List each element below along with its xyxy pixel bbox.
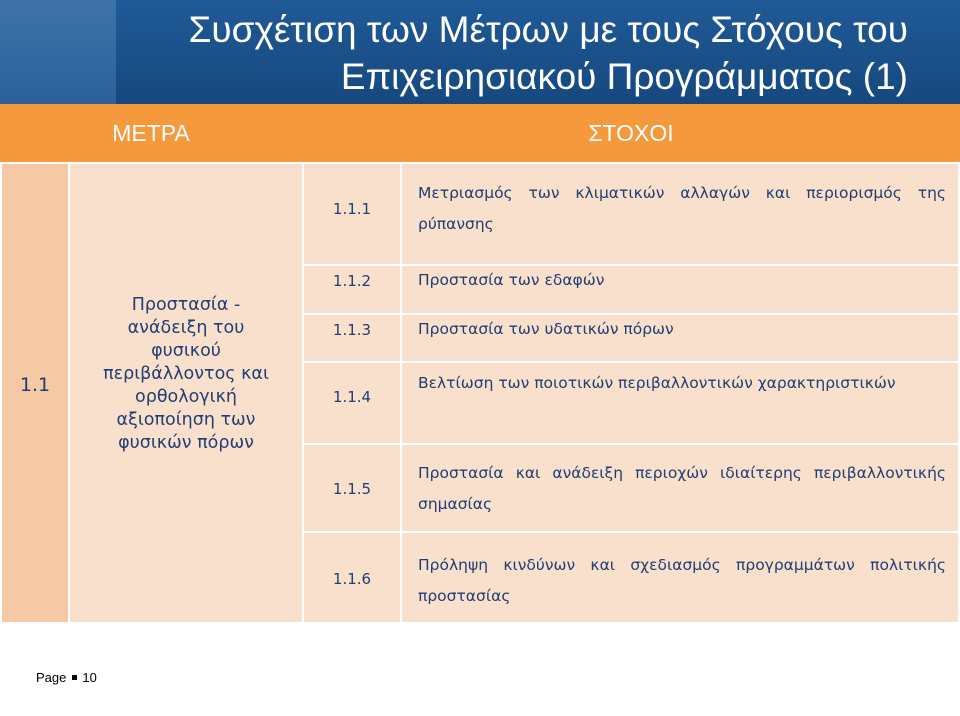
header-goals: ΣΤΟΧΟΙ [588, 120, 674, 146]
goal-code: 1.1.4 [332, 388, 372, 406]
measure-label-line: φυσικών πόρων [118, 433, 254, 453]
measure-label-line: αξιοποίηση των [116, 410, 256, 430]
table-header-row [0, 104, 960, 162]
goal-text: Βελτίωση των ποιοτικών περιβαλλοντικών χαρακτηριστικών [418, 374, 896, 392]
page-number [36, 670, 97, 685]
goal-text: Προστασία των υδατικών πόρων [418, 320, 674, 338]
measure-number: 1.1 [19, 374, 51, 396]
measure-label-line: ανάδειξη του [127, 318, 245, 338]
title-line-1: Συσχέτιση των Μέτρων με τους Στόχους του [188, 9, 908, 50]
goal-code: 1.1.3 [332, 321, 372, 339]
measure-label [70, 294, 302, 455]
title-line-2: Επιχειρησιακού Προγράμματος (1) [340, 56, 908, 97]
bullet-icon [72, 675, 77, 680]
measure-label-line: φυσικού [151, 341, 221, 361]
page-label: Page [36, 670, 67, 685]
page-number-value: 10 [82, 670, 97, 685]
goal-code: 1.1.1 [332, 200, 372, 218]
goal-text: Προστασία και ανάδειξη περιοχών ιδιαίτερης περιβαλλοντικής σημασίας [418, 464, 946, 513]
goal-code: 1.1.5 [332, 480, 372, 498]
goal-text: Προστασία των εδαφών [418, 271, 605, 289]
header-measures: ΜΕΤΡΑ [112, 120, 190, 146]
measure-label-line: ορθολογική [135, 387, 237, 407]
measure-label-line: περιβάλλοντος και [103, 364, 269, 384]
goal-text: Πρόληψη κινδύνων και σχεδιασμός προγραμμάτων πολιτικής προστασίας [418, 556, 946, 605]
goal-code: 1.1.6 [332, 570, 372, 588]
page-title [88, 6, 908, 100]
goal-code: 1.1.2 [332, 272, 372, 290]
title-banner [0, 0, 960, 104]
goal-text: Μετριασμός των κλιματικών αλλαγών και περιορισμός της ρύπανσης [418, 184, 946, 233]
measure-label-line: Προστασία - [131, 295, 241, 315]
footer [0, 624, 960, 716]
